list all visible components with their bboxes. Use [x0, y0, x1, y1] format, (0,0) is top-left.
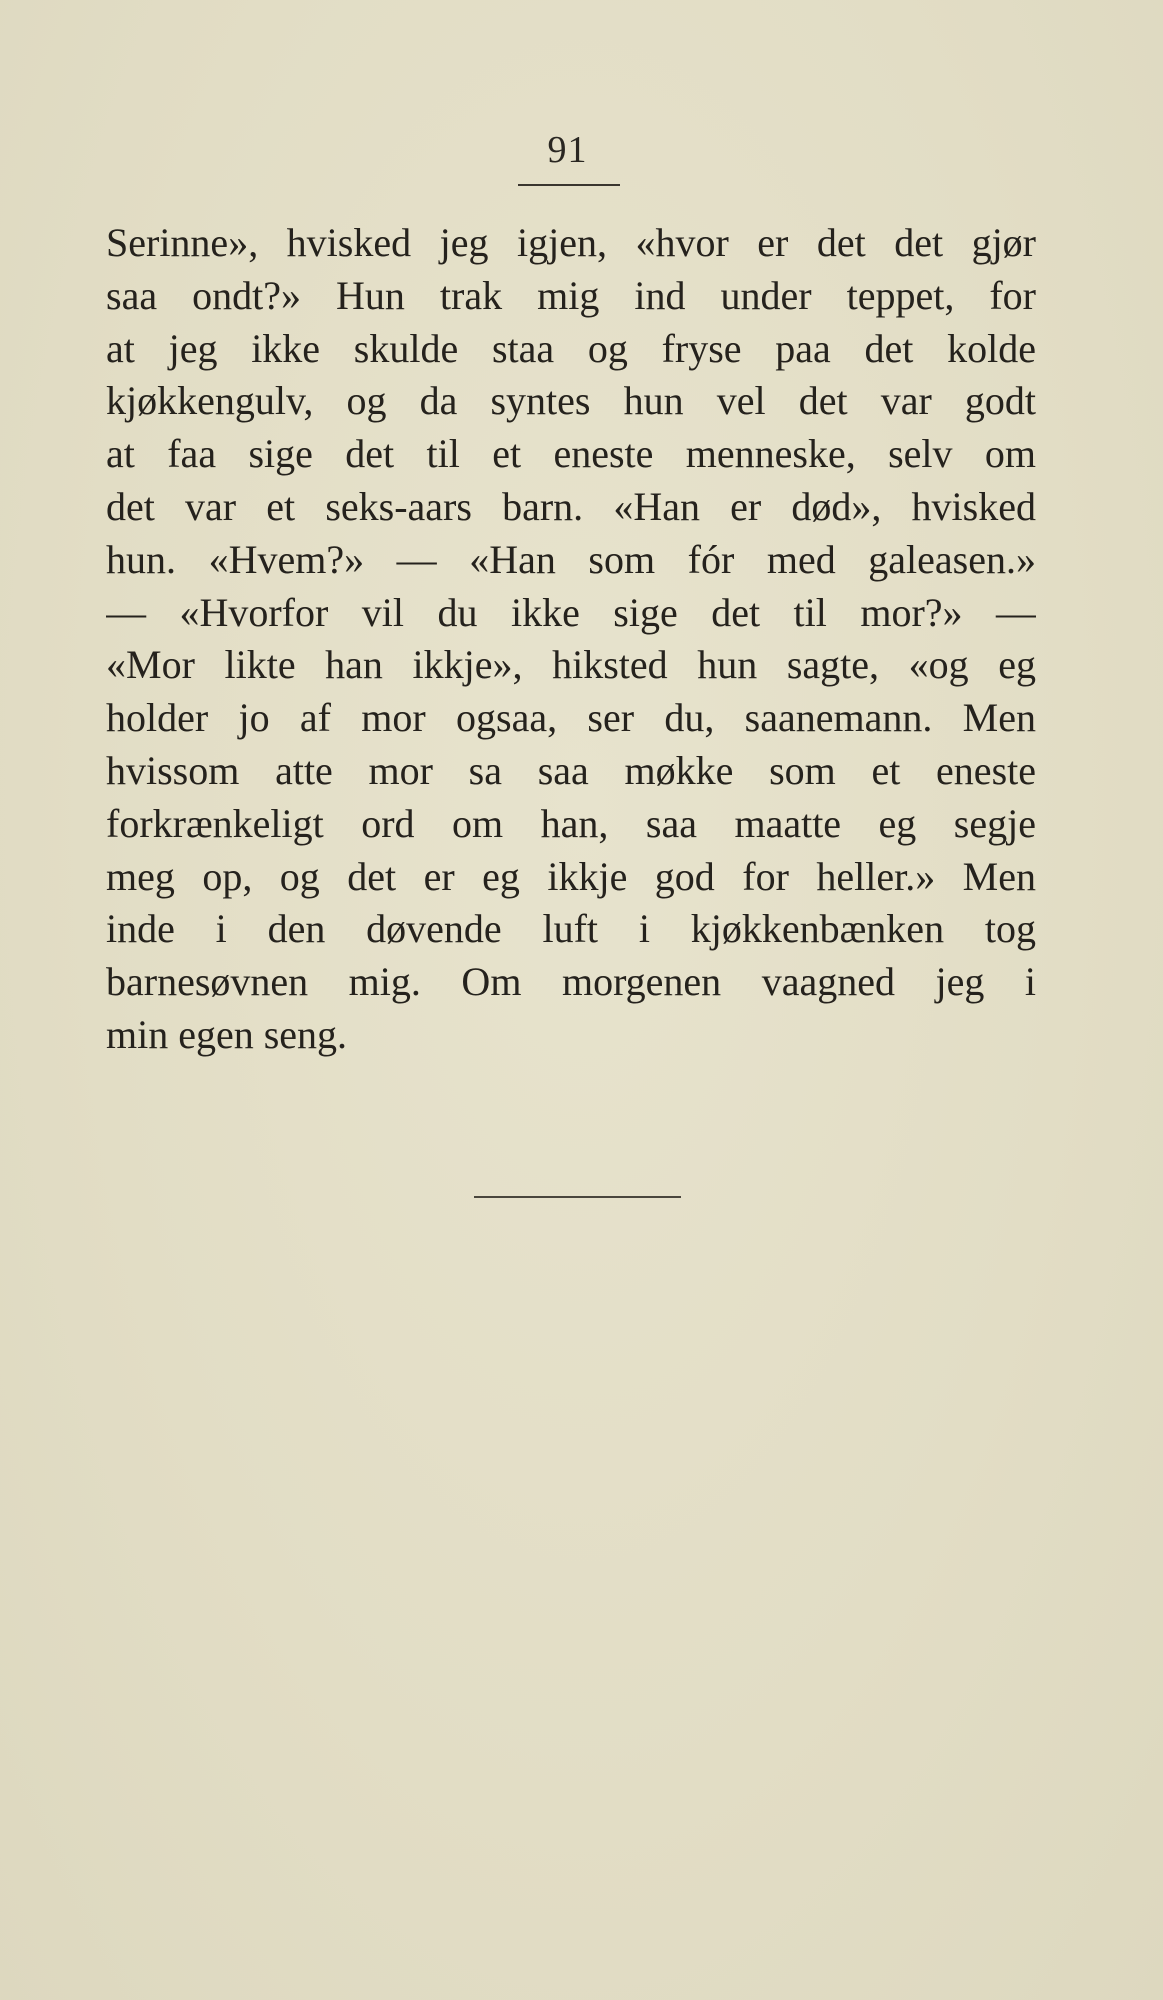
page-number: 91	[547, 129, 588, 171]
page-number-rule	[518, 184, 620, 186]
text-line: — «Hvorfor vil du ikke sige det til mor?» —	[106, 589, 1036, 635]
text-line: «Mor likte han ikkje», hiksted hun sagte, «og eg	[106, 642, 1036, 688]
text-line: holder jo af mor ogsaa, ser du, saanemann. Men	[106, 695, 1036, 741]
text-line: meg op, og det er eg ikkje god for heller.» Men	[106, 853, 1036, 899]
text-line: Serinne», hvisked jeg igjen, «hvor er det det gjør	[106, 220, 1036, 265]
text-line: kjøkkengulv, og da syntes hun vel det var godt	[106, 378, 1036, 424]
text-line: det var et seks-aars barn. «Han er død», hvisked	[106, 483, 1036, 529]
section-end-rule	[474, 1196, 681, 1198]
text-line: min egen seng.	[106, 1011, 348, 1057]
text-line: forkrænkeligt ord om han, saa maatte eg segje	[106, 800, 1036, 846]
text-line: inde i den døvende luft i kjøkkenbænken tog	[106, 906, 1036, 952]
text-line: hun. «Hvem?» — «Han som fór med galeasen.»	[106, 536, 1036, 582]
body-text	[106, 217, 1036, 1062]
text-line: hvissom atte mor sa saa møkke som et eneste	[106, 747, 1036, 793]
text-line: barnesøvnen mig. Om morgenen vaagned jeg i	[106, 959, 1036, 1005]
text-line: at faa sige det til et eneste menneske, selv om	[106, 431, 1036, 477]
text-line: at jeg ikke skulde staa og fryse paa det kolde	[106, 325, 1036, 371]
text-line: saa ondt?» Hun trak mig ind under teppet, for	[106, 272, 1036, 318]
